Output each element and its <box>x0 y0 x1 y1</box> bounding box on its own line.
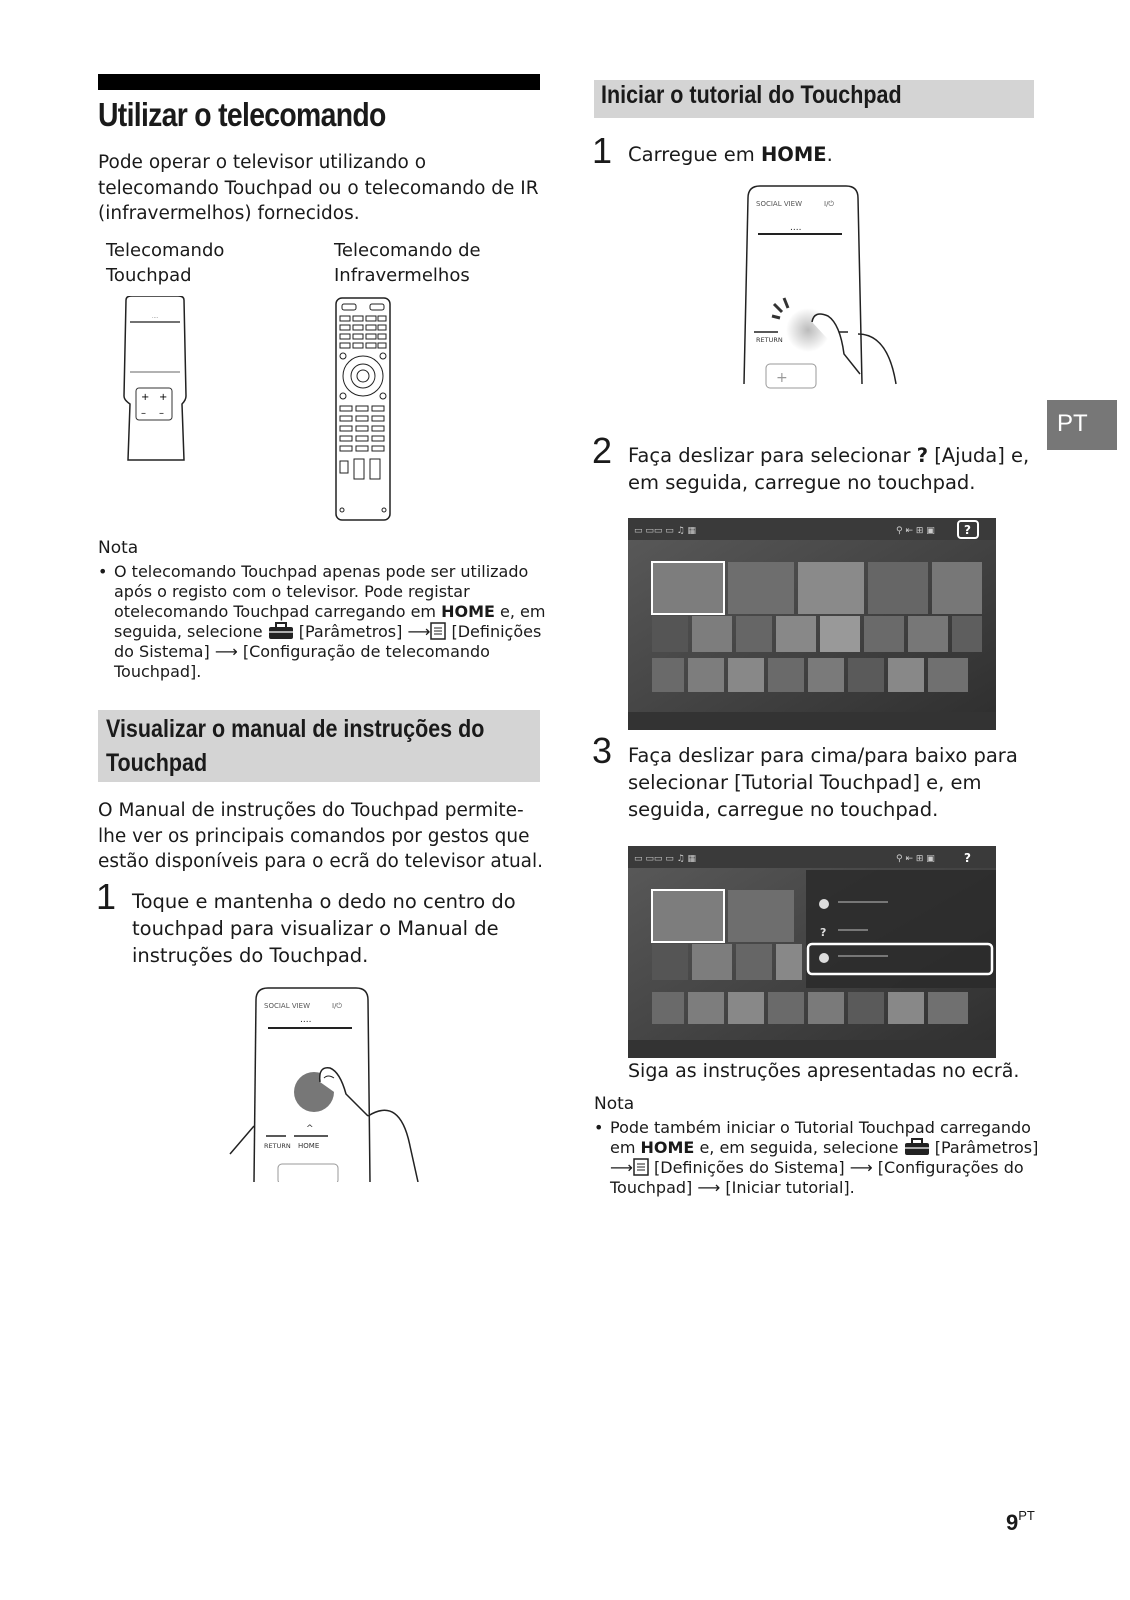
svg-text:....: .... <box>790 223 802 233</box>
remote-home-label: HOME <box>298 1142 320 1150</box>
home-press-illustration <box>728 184 918 396</box>
ir-remote-label <box>334 238 481 288</box>
intro-paragraph: Pode operar o televisor utilizando o telecomando Touchpad ou o telecomando de IR (infravermelhos) fornecidos. <box>98 152 539 224</box>
page-title: Utilizar o telecomando <box>98 96 386 133</box>
svg-text:....: .... <box>300 1015 312 1025</box>
settings-list-icon <box>430 622 446 640</box>
arrow-right-icon: ⟶ <box>610 1158 633 1177</box>
left-note-config: [Configuração de telecomando Touchpad]. <box>114 642 490 681</box>
tv-help-menu-screen <box>628 846 996 1058</box>
ir-remote-label-line2: Infravermelhos <box>334 265 470 286</box>
left-note-text-2: e, em seguida, selecione <box>114 602 546 641</box>
remote-return-label: RETURN <box>264 1142 291 1150</box>
ir-remote-label-line1: Telecomando de <box>334 240 481 261</box>
left-note-heading: Nota <box>98 538 139 558</box>
title-rule <box>98 74 540 90</box>
arrow-right-icon: ⟶ <box>849 1158 873 1177</box>
left-note-home: HOME <box>441 602 495 621</box>
remote-social-view-label-2: SOCIAL VIEW <box>756 200 803 208</box>
arrow-right-icon: ⟶ <box>214 642 238 661</box>
ir-remote-illustration <box>334 296 392 522</box>
toolbox-icon <box>268 622 294 640</box>
svg-text:+: + <box>141 392 150 403</box>
svg-text:–: – <box>159 408 164 419</box>
tv-menu-help-icon: ? <box>820 926 827 939</box>
tv-home-screen-help <box>628 518 996 730</box>
arrow-right-icon: ⟶ <box>697 1178 721 1197</box>
touchpad-remote-label-line2: Touchpad <box>106 265 192 286</box>
remote-social-view-label: SOCIAL VIEW <box>264 1002 311 1010</box>
svg-text:^: ^ <box>306 1124 314 1134</box>
language-tab: PT <box>1047 400 1117 450</box>
right-note-start: [Iniciar tutorial]. <box>720 1178 855 1197</box>
page-number <box>1006 1508 1035 1536</box>
left-note-defs: [Definições do Sistema] <box>114 622 542 661</box>
page-number-suffix: PT <box>1018 1508 1035 1523</box>
right-step2-text-a: Faça deslizar para selecionar <box>628 444 917 467</box>
section-title-manual-line2: Touchpad <box>106 749 208 777</box>
svg-text:....: .... <box>152 314 159 320</box>
left-note-text-1: O telecomando Touchpad apenas pode ser utilizado após o registo com o televisor. Pode registar otelecomando Touchpad carregando em <box>114 562 529 621</box>
svg-text:⚲ ⇤ ⊞ ▣: ⚲ ⇤ ⊞ ▣ <box>896 854 935 864</box>
right-step2-number: 2 <box>592 430 613 471</box>
right-step2-text <box>628 442 1048 496</box>
right-step2-text-b: [Ajuda] e, em seguida, carregue no touchpad. <box>628 444 1030 494</box>
right-step1-number: 1 <box>592 130 613 171</box>
right-note-list <box>594 1118 1044 1198</box>
svg-text:▭ ▭▭ ▭ ♫ ▦: ▭ ▭▭ ▭ ♫ ▦ <box>634 526 697 536</box>
right-note-item <box>594 1118 1044 1198</box>
svg-text:▭ ▭▭ ▭ ♫ ▦: ▭ ▭▭ ▭ ♫ ▦ <box>634 854 697 864</box>
page-number-value: 9 <box>1006 1510 1019 1535</box>
tv-help-icon-2: ? <box>964 851 971 865</box>
settings-list-icon <box>633 1158 649 1176</box>
svg-text:+: + <box>159 392 168 403</box>
remote-power-label-2: I/⏻ <box>824 200 834 208</box>
right-note-home: HOME <box>640 1138 695 1157</box>
left-step-number: 1 <box>96 876 117 917</box>
touchpad-remote-label <box>106 238 224 288</box>
right-step1-text <box>628 141 833 168</box>
left-note-list <box>98 562 548 682</box>
section-title-manual <box>106 712 484 780</box>
right-step3-text: Faça deslizar para cima/para baixo para selecionar [Tutorial Touchpad] e, em seguida, carregue no touchpad. <box>628 744 1018 821</box>
question-icon: ? <box>916 444 928 467</box>
right-step1-home: HOME <box>760 143 827 166</box>
right-step1-text-c: . <box>826 143 833 166</box>
manual-intro: O Manual de instruções do Touchpad permite-lhe ver os principais comandos por gestos que estão disponíveis para o ecrã do televisor atual. <box>98 800 544 872</box>
right-note-config: [Configurações do Touchpad] <box>610 1158 1024 1197</box>
touchpad-remote-label-line1: Telecomando <box>106 240 225 261</box>
left-note-params: [Parâmetros] <box>293 622 408 641</box>
right-note-heading: Nota <box>594 1094 635 1114</box>
svg-text:–: – <box>141 408 146 419</box>
touchpad-hold-illustration <box>228 986 438 1182</box>
toolbox-icon <box>904 1138 930 1156</box>
right-note-defs: [Definições do Sistema] <box>648 1158 850 1177</box>
right-step1-text-a: Carregue em <box>628 143 761 166</box>
svg-text:+: + <box>776 370 788 386</box>
remote-return-label-2: RETURN <box>756 336 783 344</box>
section-title-manual-line1: Visualizar o manual de instruções do <box>106 715 485 743</box>
remote-power-label: I/⏻ <box>332 1002 342 1010</box>
right-note-text-2: e, em seguida, selecione <box>694 1138 904 1157</box>
arrow-right-icon: ⟶ <box>407 622 431 641</box>
touchpad-remote-illustration <box>122 296 188 464</box>
left-step-text: Toque e mantenha o dedo no centro do touchpad para visualizar o Manual de instruções do Touchpad. <box>132 890 516 967</box>
section-title-tutorial: Iniciar o tutorial do Touchpad <box>601 81 902 109</box>
right-step3-number: 3 <box>592 730 613 771</box>
left-note-item <box>98 562 548 682</box>
tv-help-icon: ? <box>964 523 971 537</box>
follow-instructions: Siga as instruções apresentadas no ecrã. <box>628 1060 1020 1082</box>
svg-text:⚲ ⇤ ⊞ ▣: ⚲ ⇤ ⊞ ▣ <box>896 526 935 536</box>
right-note-text-1: Pode também iniciar o Tutorial Touchpad carregando em <box>610 1118 1031 1157</box>
right-note-params: [Parâmetros] <box>929 1138 1039 1157</box>
